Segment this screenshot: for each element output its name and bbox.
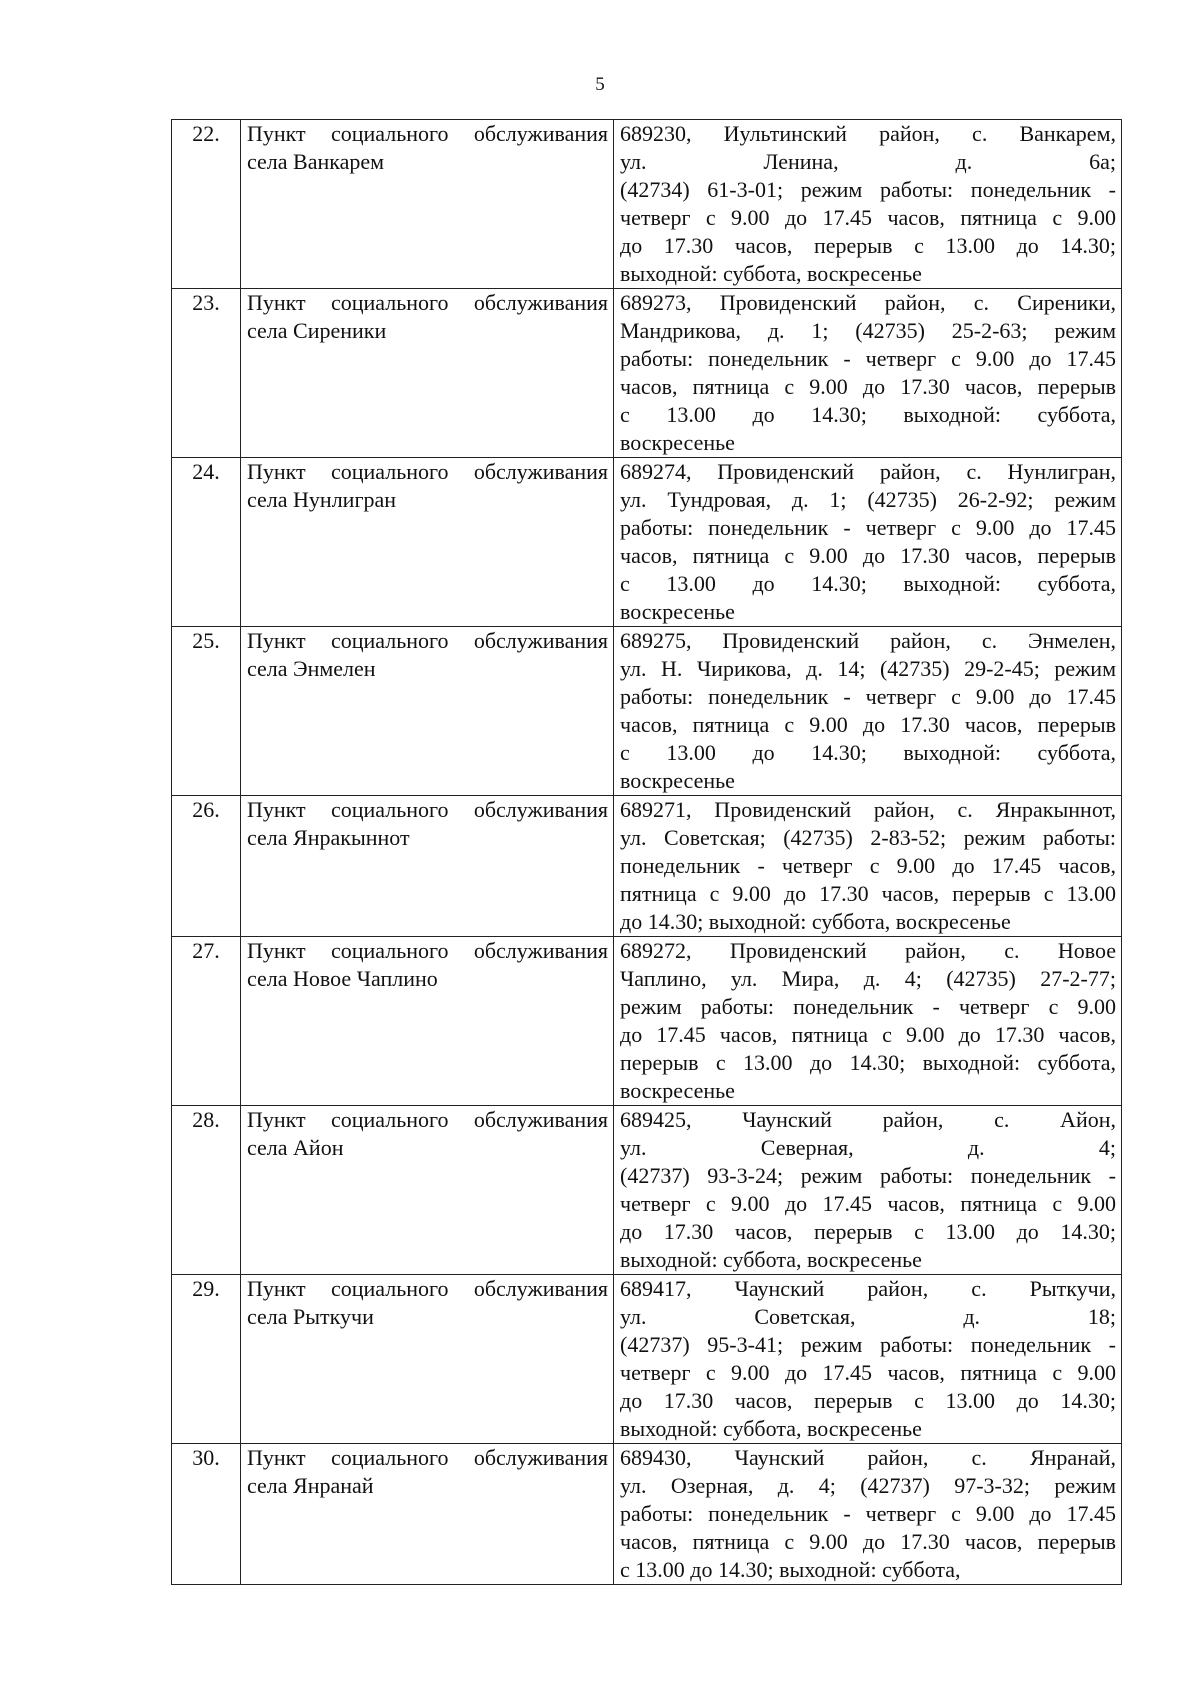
address-line: с 13.00 до 14.30; выходной: суббота, bbox=[620, 571, 1116, 596]
row-number: 26. bbox=[172, 796, 241, 937]
address-line: до 17.30 часов, перерыв с 13.00 до 14.30; bbox=[620, 233, 1116, 258]
facility-name bbox=[241, 289, 614, 458]
address-line: Чаплино, ул. Мира, д. 4; (42735) 27-2-77; bbox=[620, 966, 1116, 991]
address-line: воскресенье bbox=[620, 1078, 735, 1103]
address-line: ул. Ленина, д. 6а; bbox=[620, 149, 1116, 174]
address-line: ул. Северная, д. 4; bbox=[620, 1135, 1116, 1160]
address-line: выходной: суббота, воскресенье bbox=[620, 1416, 922, 1441]
address-line: с 13.00 до 14.30; выходной: суббота, bbox=[620, 740, 1116, 765]
address-line: 689272, Провиденский район, с. Новое bbox=[620, 938, 1116, 963]
address-line: часов, пятница с 9.00 до 17.30 часов, перерыв bbox=[620, 374, 1116, 399]
address-line: 689274, Провиденский район, с. Нунлигран, bbox=[620, 459, 1116, 484]
facility-name-line: Пункт социального обслуживания bbox=[247, 1276, 608, 1301]
address-line: (42737) 93-3-24; режим работы: понедельник - bbox=[620, 1163, 1116, 1188]
facility-name bbox=[241, 937, 614, 1106]
facility-name-line: Пункт социального обслуживания bbox=[247, 121, 608, 146]
address-line: 689271, Провиденский район, с. Янракыннот, bbox=[620, 797, 1116, 822]
address-line: часов, пятница с 9.00 до 17.30 часов, перерыв bbox=[620, 1529, 1116, 1554]
address-line: 689417, Чаунский район, с. Рыткучи, bbox=[620, 1276, 1116, 1301]
facility-address bbox=[614, 796, 1122, 937]
address-line: режим работы: понедельник - четверг с 9.00 bbox=[620, 994, 1116, 1019]
row-number: 25. bbox=[172, 627, 241, 796]
address-line: воскресенье bbox=[620, 768, 735, 793]
table-row bbox=[172, 289, 1122, 458]
facility-name-line: села Ванкарем bbox=[247, 149, 385, 174]
address-line: выходной: суббота, воскресенье bbox=[620, 1247, 922, 1272]
address-line: до 14.30; выходной: суббота, воскресенье bbox=[620, 909, 1011, 934]
address-line: с 13.00 до 14.30; выходной: суббота, bbox=[620, 402, 1116, 427]
address-line: Мандрикова, д. 1; (42735) 25-2-63; режим bbox=[620, 318, 1116, 343]
facility-address bbox=[614, 1106, 1122, 1275]
address-line: ул. Озерная, д. 4; (42737) 97-3-32; режим bbox=[620, 1473, 1116, 1498]
address-line: 689430, Чаунский район, с. Янранай, bbox=[620, 1445, 1116, 1470]
address-line: выходной: суббота, воскресенье bbox=[620, 261, 922, 286]
facility-address bbox=[614, 937, 1122, 1106]
address-line: ул. Советская; (42735) 2-83-52; режим работы: bbox=[620, 825, 1116, 850]
facility-name bbox=[241, 120, 614, 289]
facility-name-line: Пункт социального обслуживания bbox=[247, 290, 608, 315]
page-number: 5 bbox=[595, 74, 605, 95]
address-line: часов, пятница с 9.00 до 17.30 часов, перерыв bbox=[620, 712, 1116, 737]
facility-name-line: села Энмелен bbox=[247, 656, 376, 681]
address-line: до 17.30 часов, перерыв с 13.00 до 14.30; bbox=[620, 1388, 1116, 1413]
address-line: 689275, Провиденский район, с. Энмелен, bbox=[620, 628, 1116, 653]
facility-address bbox=[614, 458, 1122, 627]
facility-name-line: Пункт социального обслуживания bbox=[247, 1445, 608, 1470]
address-line: четверг с 9.00 до 17.45 часов, пятница с 9.00 bbox=[620, 205, 1116, 230]
facility-name-line: Пункт социального обслуживания bbox=[247, 459, 608, 484]
table-row bbox=[172, 1106, 1122, 1275]
address-line: понедельник - четверг с 9.00 до 17.45 часов, bbox=[620, 853, 1116, 878]
table-body bbox=[172, 120, 1122, 1585]
facility-name-line: села Нунлигран bbox=[247, 487, 397, 512]
table-row bbox=[172, 937, 1122, 1106]
address-line: 689425, Чаунский район, с. Айон, bbox=[620, 1107, 1116, 1132]
address-line: пятница с 9.00 до 17.30 часов, перерыв с 13.00 bbox=[620, 881, 1116, 906]
address-line: 689230, Иультинский район, с. Ванкарем, bbox=[620, 121, 1116, 146]
table-row bbox=[172, 796, 1122, 937]
facility-address bbox=[614, 289, 1122, 458]
facility-name-line: Пункт социального обслуживания bbox=[247, 628, 608, 653]
facility-name-line: села Янранай bbox=[247, 1473, 374, 1498]
facility-name-line: села Янракыннот bbox=[247, 825, 410, 850]
address-line: перерыв с 13.00 до 14.30; выходной: суббота, bbox=[620, 1050, 1116, 1075]
facility-name-line: села Сиреники bbox=[247, 318, 387, 343]
address-line: ул. Тундровая, д. 1; (42735) 26-2-92; режим bbox=[620, 487, 1116, 512]
row-number: 23. bbox=[172, 289, 241, 458]
facility-address bbox=[614, 120, 1122, 289]
facility-name-line: Пункт социального обслуживания bbox=[247, 797, 608, 822]
facility-name bbox=[241, 1444, 614, 1585]
address-line: с 13.00 до 14.30; выходной: суббота, bbox=[620, 1557, 961, 1582]
facility-name bbox=[241, 627, 614, 796]
row-number: 28. bbox=[172, 1106, 241, 1275]
address-line: ул. Советская, д. 18; bbox=[620, 1304, 1116, 1329]
facility-name-line: села Рыткучи bbox=[247, 1304, 374, 1329]
row-number: 27. bbox=[172, 937, 241, 1106]
table-row bbox=[172, 458, 1122, 627]
facility-address bbox=[614, 1444, 1122, 1585]
address-line: (42734) 61-3-01; режим работы: понедельник - bbox=[620, 177, 1116, 202]
facility-name-line: Пункт социального обслуживания bbox=[247, 1107, 608, 1132]
address-line: до 17.30 часов, перерыв с 13.00 до 14.30; bbox=[620, 1219, 1116, 1244]
facility-address bbox=[614, 627, 1122, 796]
address-line: работы: понедельник - четверг с 9.00 до 17.45 bbox=[620, 346, 1116, 371]
facility-name bbox=[241, 1106, 614, 1275]
address-line: четверг с 9.00 до 17.45 часов, пятница с 9.00 bbox=[620, 1191, 1116, 1216]
facility-name-line: Пункт социального обслуживания bbox=[247, 938, 608, 963]
address-line: до 17.45 часов, пятница с 9.00 до 17.30 часов, bbox=[620, 1022, 1116, 1047]
address-line: воскресенье bbox=[620, 599, 735, 624]
address-line: ул. Н. Чирикова, д. 14; (42735) 29-2-45; режим bbox=[620, 656, 1116, 681]
address-line: работы: понедельник - четверг с 9.00 до 17.45 bbox=[620, 515, 1116, 540]
row-number: 22. bbox=[172, 120, 241, 289]
facility-name bbox=[241, 796, 614, 937]
row-number: 24. bbox=[172, 458, 241, 627]
address-line: часов, пятница с 9.00 до 17.30 часов, перерыв bbox=[620, 543, 1116, 568]
facility-name-line: села Новое Чаплино bbox=[247, 966, 438, 991]
facility-name bbox=[241, 1275, 614, 1444]
address-line: (42737) 95-3-41; режим работы: понедельник - bbox=[620, 1332, 1116, 1357]
address-line: работы: понедельник - четверг с 9.00 до 17.45 bbox=[620, 684, 1116, 709]
row-number: 29. bbox=[172, 1275, 241, 1444]
address-line: работы: понедельник - четверг с 9.00 до 17.45 bbox=[620, 1501, 1116, 1526]
address-line: 689273, Провиденский район, с. Сиреники, bbox=[620, 290, 1116, 315]
facility-address bbox=[614, 1275, 1122, 1444]
row-number: 30. bbox=[172, 1444, 241, 1585]
address-line: воскресенье bbox=[620, 430, 735, 455]
table-row bbox=[172, 627, 1122, 796]
address-line: четверг с 9.00 до 17.45 часов, пятница с 9.00 bbox=[620, 1360, 1116, 1385]
table-row bbox=[172, 1275, 1122, 1444]
facility-name bbox=[241, 458, 614, 627]
facility-name-line: села Айон bbox=[247, 1135, 344, 1160]
table-row bbox=[172, 120, 1122, 289]
table-row bbox=[172, 1444, 1122, 1585]
social-service-points-table bbox=[171, 119, 1122, 1585]
